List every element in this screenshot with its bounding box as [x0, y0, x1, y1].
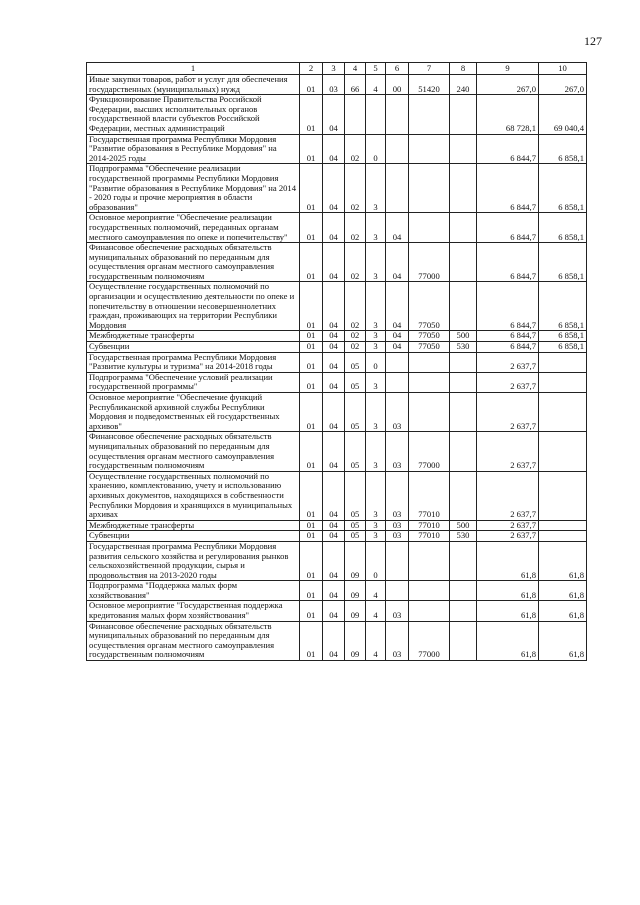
- cell-c9: 2 637,7: [477, 372, 539, 392]
- cell-c9: 6 844,7: [477, 331, 539, 342]
- table-row: [87, 520, 587, 531]
- cell-c9: 2 637,7: [477, 432, 539, 471]
- cell-c7: [409, 581, 450, 601]
- cell-c2: 01: [300, 75, 323, 95]
- cell-c6: 04: [386, 213, 409, 243]
- cell-c6: 04: [386, 282, 409, 331]
- cell-c3: 04: [323, 164, 345, 213]
- cell-c8: [450, 372, 477, 392]
- cell-c9: 6 844,7: [477, 282, 539, 331]
- cell-c4: 09: [345, 601, 366, 621]
- cell-c7: [409, 134, 450, 164]
- row-name: Функционирование Правительства Российской Федерации, высших исполнительных органов государственной власти субъектов Российской Федерации, местных администраций: [87, 95, 300, 134]
- cell-c8: 530: [450, 342, 477, 353]
- cell-c8: [450, 95, 477, 134]
- cell-c5: 4: [366, 621, 386, 660]
- cell-c8: [450, 393, 477, 432]
- cell-c10: [539, 432, 587, 471]
- cell-c3: 04: [323, 243, 345, 282]
- column-header: 1: [87, 63, 300, 75]
- row-name: Основное мероприятие "Государственная поддержка кредитования малых форм хозяйствования": [87, 601, 300, 621]
- cell-c3: 04: [323, 213, 345, 243]
- cell-c4: 05: [345, 531, 366, 542]
- cell-c9: 61,8: [477, 601, 539, 621]
- cell-c7: [409, 601, 450, 621]
- row-name: Подпрограмма "Обеспечение реализации государственной программы Республики Мордовия "Развитие образования в Республике Мордовия" на 2014 - 2020 годы и прочие мероприятия в области образования": [87, 164, 300, 213]
- cell-c4: 09: [345, 541, 366, 580]
- cell-c4: 05: [345, 393, 366, 432]
- cell-c3: 04: [323, 282, 345, 331]
- row-name: Межбюджетные трансферты: [87, 331, 300, 342]
- cell-c5: 3: [366, 243, 386, 282]
- cell-c6: [386, 541, 409, 580]
- cell-c9: 267,0: [477, 75, 539, 95]
- table-row: [87, 282, 587, 331]
- cell-c8: [450, 164, 477, 213]
- cell-c3: 03: [323, 75, 345, 95]
- cell-c3: 04: [323, 331, 345, 342]
- cell-c7: 77010: [409, 520, 450, 531]
- cell-c5: [366, 95, 386, 134]
- cell-c7: [409, 541, 450, 580]
- cell-c9: 6 844,7: [477, 213, 539, 243]
- cell-c10: 6 858,1: [539, 164, 587, 213]
- cell-c8: [450, 432, 477, 471]
- column-header: 2: [300, 63, 323, 75]
- cell-c8: 240: [450, 75, 477, 95]
- cell-c6: [386, 372, 409, 392]
- cell-c7: [409, 393, 450, 432]
- cell-c6: 03: [386, 432, 409, 471]
- page-number: 127: [584, 34, 602, 48]
- cell-c8: [450, 213, 477, 243]
- table-row: [87, 164, 587, 213]
- cell-c4: 02: [345, 282, 366, 331]
- cell-c3: 04: [323, 95, 345, 134]
- cell-c2: 01: [300, 601, 323, 621]
- column-header: 10: [539, 63, 587, 75]
- row-name: Основное мероприятие "Обеспечение реализации государственных полномочий, переданных органам местного самоуправления по опеке и попечительству": [87, 213, 300, 243]
- cell-c3: 04: [323, 601, 345, 621]
- cell-c6: [386, 164, 409, 213]
- cell-c10: 6 858,1: [539, 331, 587, 342]
- cell-c6: 03: [386, 520, 409, 531]
- cell-c10: 6 858,1: [539, 213, 587, 243]
- cell-c9: 68 728,1: [477, 95, 539, 134]
- table-row: [87, 432, 587, 471]
- column-header: 6: [386, 63, 409, 75]
- row-name: Осуществление государственных полномочий по организации и осуществлению деятельности по опеке и попечительству в отношении несовершеннолетних граждан, проживающих на территории Республики Мордовия: [87, 282, 300, 331]
- cell-c5: 3: [366, 213, 386, 243]
- row-name: Финансовое обеспечение расходных обязательств муниципальных образований по переданным для осуществления органам местного самоуправления государственным полномочиям: [87, 621, 300, 660]
- cell-c7: [409, 95, 450, 134]
- table-row: [87, 531, 587, 542]
- cell-c10: 6 858,1: [539, 342, 587, 353]
- table-row: [87, 393, 587, 432]
- cell-c10: [539, 352, 587, 372]
- cell-c8: [450, 601, 477, 621]
- cell-c5: 4: [366, 75, 386, 95]
- cell-c4: 09: [345, 621, 366, 660]
- cell-c10: [539, 520, 587, 531]
- table-row: [87, 342, 587, 353]
- cell-c8: [450, 282, 477, 331]
- cell-c2: 01: [300, 213, 323, 243]
- row-name: Подпрограмма "Поддержка малых форм хозяйствования": [87, 581, 300, 601]
- cell-c9: 2 637,7: [477, 520, 539, 531]
- cell-c6: 04: [386, 342, 409, 353]
- cell-c7: 77010: [409, 471, 450, 520]
- cell-c4: 66: [345, 75, 366, 95]
- cell-c10: [539, 471, 587, 520]
- cell-c2: 01: [300, 541, 323, 580]
- cell-c3: 04: [323, 520, 345, 531]
- table-row: [87, 331, 587, 342]
- cell-c4: 02: [345, 331, 366, 342]
- table-row: [87, 601, 587, 621]
- cell-c8: [450, 581, 477, 601]
- cell-c7: 77010: [409, 531, 450, 542]
- cell-c10: [539, 531, 587, 542]
- table-row: [87, 541, 587, 580]
- cell-c5: 3: [366, 531, 386, 542]
- cell-c4: 09: [345, 581, 366, 601]
- cell-c3: 04: [323, 393, 345, 432]
- row-name: Подпрограмма "Обеспечение условий реализации государственной программы": [87, 372, 300, 392]
- cell-c6: 03: [386, 531, 409, 542]
- cell-c7: 77050: [409, 331, 450, 342]
- cell-c3: 04: [323, 372, 345, 392]
- budget-table: [86, 62, 587, 661]
- cell-c6: 03: [386, 621, 409, 660]
- cell-c3: 04: [323, 621, 345, 660]
- cell-c5: 3: [366, 520, 386, 531]
- cell-c10: 61,8: [539, 601, 587, 621]
- row-name: Осуществление государственных полномочий по хранению, комплектованию, учету и использованию архивных документов, находящихся в собственности Республики Мордовия и хранящихся в муниципальных архивах: [87, 471, 300, 520]
- cell-c2: 01: [300, 352, 323, 372]
- cell-c3: 04: [323, 531, 345, 542]
- cell-c8: [450, 541, 477, 580]
- cell-c3: 04: [323, 581, 345, 601]
- row-name: Государственная программа Республики Мордовия "Развитие образования в Республике Мордовия" на 2014-2025 годы: [87, 134, 300, 164]
- cell-c4: 05: [345, 432, 366, 471]
- cell-c5: 3: [366, 282, 386, 331]
- cell-c7: 77000: [409, 432, 450, 471]
- cell-c10: 267,0: [539, 75, 587, 95]
- table-row: [87, 75, 587, 95]
- cell-c8: [450, 243, 477, 282]
- cell-c5: 3: [366, 432, 386, 471]
- cell-c10: [539, 372, 587, 392]
- cell-c5: 4: [366, 581, 386, 601]
- cell-c2: 01: [300, 621, 323, 660]
- cell-c6: [386, 95, 409, 134]
- cell-c3: 04: [323, 352, 345, 372]
- cell-c6: [386, 352, 409, 372]
- cell-c10: 61,8: [539, 621, 587, 660]
- cell-c5: 3: [366, 331, 386, 342]
- cell-c10: 69 040,4: [539, 95, 587, 134]
- column-header: 5: [366, 63, 386, 75]
- cell-c10: 6 858,1: [539, 282, 587, 331]
- cell-c10: 6 858,1: [539, 134, 587, 164]
- cell-c7: [409, 213, 450, 243]
- cell-c9: 6 844,7: [477, 164, 539, 213]
- header-row: [87, 63, 587, 75]
- cell-c2: 01: [300, 331, 323, 342]
- cell-c6: 03: [386, 393, 409, 432]
- cell-c8: [450, 621, 477, 660]
- cell-c9: 6 844,7: [477, 243, 539, 282]
- cell-c4: 05: [345, 471, 366, 520]
- cell-c5: 3: [366, 372, 386, 392]
- cell-c7: [409, 164, 450, 213]
- cell-c9: 2 637,7: [477, 531, 539, 542]
- cell-c9: 61,8: [477, 621, 539, 660]
- row-name: Финансовое обеспечение расходных обязательств муниципальных образований по переданным для осуществления органам местного самоуправления государственным полномочиям: [87, 243, 300, 282]
- cell-c2: 01: [300, 581, 323, 601]
- cell-c2: 01: [300, 432, 323, 471]
- cell-c2: 01: [300, 243, 323, 282]
- cell-c2: 01: [300, 393, 323, 432]
- cell-c9: 6 844,7: [477, 342, 539, 353]
- cell-c4: 02: [345, 134, 366, 164]
- cell-c7: 77050: [409, 342, 450, 353]
- column-header: 8: [450, 63, 477, 75]
- row-name: Финансовое обеспечение расходных обязательств муниципальных образований по переданным для осуществления органам местного самоуправления государственным полномочиям: [87, 432, 300, 471]
- cell-c5: 3: [366, 393, 386, 432]
- cell-c2: 01: [300, 520, 323, 531]
- cell-c9: 61,8: [477, 581, 539, 601]
- cell-c9: 6 844,7: [477, 134, 539, 164]
- cell-c9: 2 637,7: [477, 393, 539, 432]
- cell-c2: 01: [300, 372, 323, 392]
- cell-c7: 77000: [409, 621, 450, 660]
- row-name: Иные закупки товаров, работ и услуг для обеспечения государственных (муниципальных) нужд: [87, 75, 300, 95]
- cell-c6: 04: [386, 331, 409, 342]
- cell-c3: 04: [323, 432, 345, 471]
- row-name: Государственная программа Республики Мордовия "Развитие культуры и туризма" на 2014-2018 годы: [87, 352, 300, 372]
- cell-c2: 01: [300, 342, 323, 353]
- cell-c4: 02: [345, 243, 366, 282]
- table-row: [87, 95, 587, 134]
- cell-c4: [345, 95, 366, 134]
- cell-c4: 02: [345, 164, 366, 213]
- cell-c2: 01: [300, 282, 323, 331]
- cell-c5: 3: [366, 342, 386, 353]
- cell-c6: [386, 134, 409, 164]
- cell-c6: 03: [386, 601, 409, 621]
- table-row: [87, 372, 587, 392]
- cell-c10: 61,8: [539, 541, 587, 580]
- column-header: 9: [477, 63, 539, 75]
- cell-c6: 03: [386, 471, 409, 520]
- column-header: 3: [323, 63, 345, 75]
- table-row: [87, 213, 587, 243]
- cell-c5: 0: [366, 352, 386, 372]
- cell-c4: 05: [345, 352, 366, 372]
- cell-c10: 6 858,1: [539, 243, 587, 282]
- cell-c2: 01: [300, 95, 323, 134]
- cell-c8: 500: [450, 331, 477, 342]
- cell-c3: 04: [323, 471, 345, 520]
- cell-c4: 05: [345, 520, 366, 531]
- cell-c10: [539, 393, 587, 432]
- table-row: [87, 581, 587, 601]
- cell-c5: 0: [366, 541, 386, 580]
- row-name: Государственная программа Республики Мордовия развития сельского хозяйства и регулирования рынков сельскохозяйственной продукции, сырья и продовольствия на 2013-2020 годы: [87, 541, 300, 580]
- cell-c5: 4: [366, 601, 386, 621]
- table-row: [87, 134, 587, 164]
- column-header: 7: [409, 63, 450, 75]
- cell-c7: 77000: [409, 243, 450, 282]
- cell-c7: [409, 352, 450, 372]
- cell-c8: [450, 134, 477, 164]
- cell-c6: [386, 581, 409, 601]
- cell-c4: 02: [345, 342, 366, 353]
- table-row: [87, 621, 587, 660]
- cell-c9: 2 637,7: [477, 352, 539, 372]
- cell-c2: 01: [300, 134, 323, 164]
- cell-c2: 01: [300, 531, 323, 542]
- cell-c9: 61,8: [477, 541, 539, 580]
- cell-c10: 61,8: [539, 581, 587, 601]
- cell-c8: [450, 352, 477, 372]
- row-name: Субвенции: [87, 531, 300, 542]
- cell-c5: 3: [366, 471, 386, 520]
- cell-c3: 04: [323, 541, 345, 580]
- cell-c7: 77050: [409, 282, 450, 331]
- cell-c2: 01: [300, 164, 323, 213]
- row-name: Межбюджетные трансферты: [87, 520, 300, 531]
- cell-c7: 51420: [409, 75, 450, 95]
- cell-c4: 05: [345, 372, 366, 392]
- row-name: Основное мероприятие "Обеспечение функций Республиканской архивной службы Республики Мордовия и подведомственных ей государственных архивов": [87, 393, 300, 432]
- cell-c3: 04: [323, 342, 345, 353]
- cell-c8: 500: [450, 520, 477, 531]
- cell-c5: 0: [366, 134, 386, 164]
- cell-c6: 00: [386, 75, 409, 95]
- cell-c2: 01: [300, 471, 323, 520]
- cell-c8: [450, 471, 477, 520]
- cell-c9: 2 637,7: [477, 471, 539, 520]
- cell-c6: 04: [386, 243, 409, 282]
- row-name: Субвенции: [87, 342, 300, 353]
- cell-c5: 3: [366, 164, 386, 213]
- cell-c4: 02: [345, 213, 366, 243]
- cell-c3: 04: [323, 134, 345, 164]
- table-row: [87, 352, 587, 372]
- cell-c7: [409, 372, 450, 392]
- cell-c8: 530: [450, 531, 477, 542]
- table-row: [87, 243, 587, 282]
- column-header: 4: [345, 63, 366, 75]
- table-row: [87, 471, 587, 520]
